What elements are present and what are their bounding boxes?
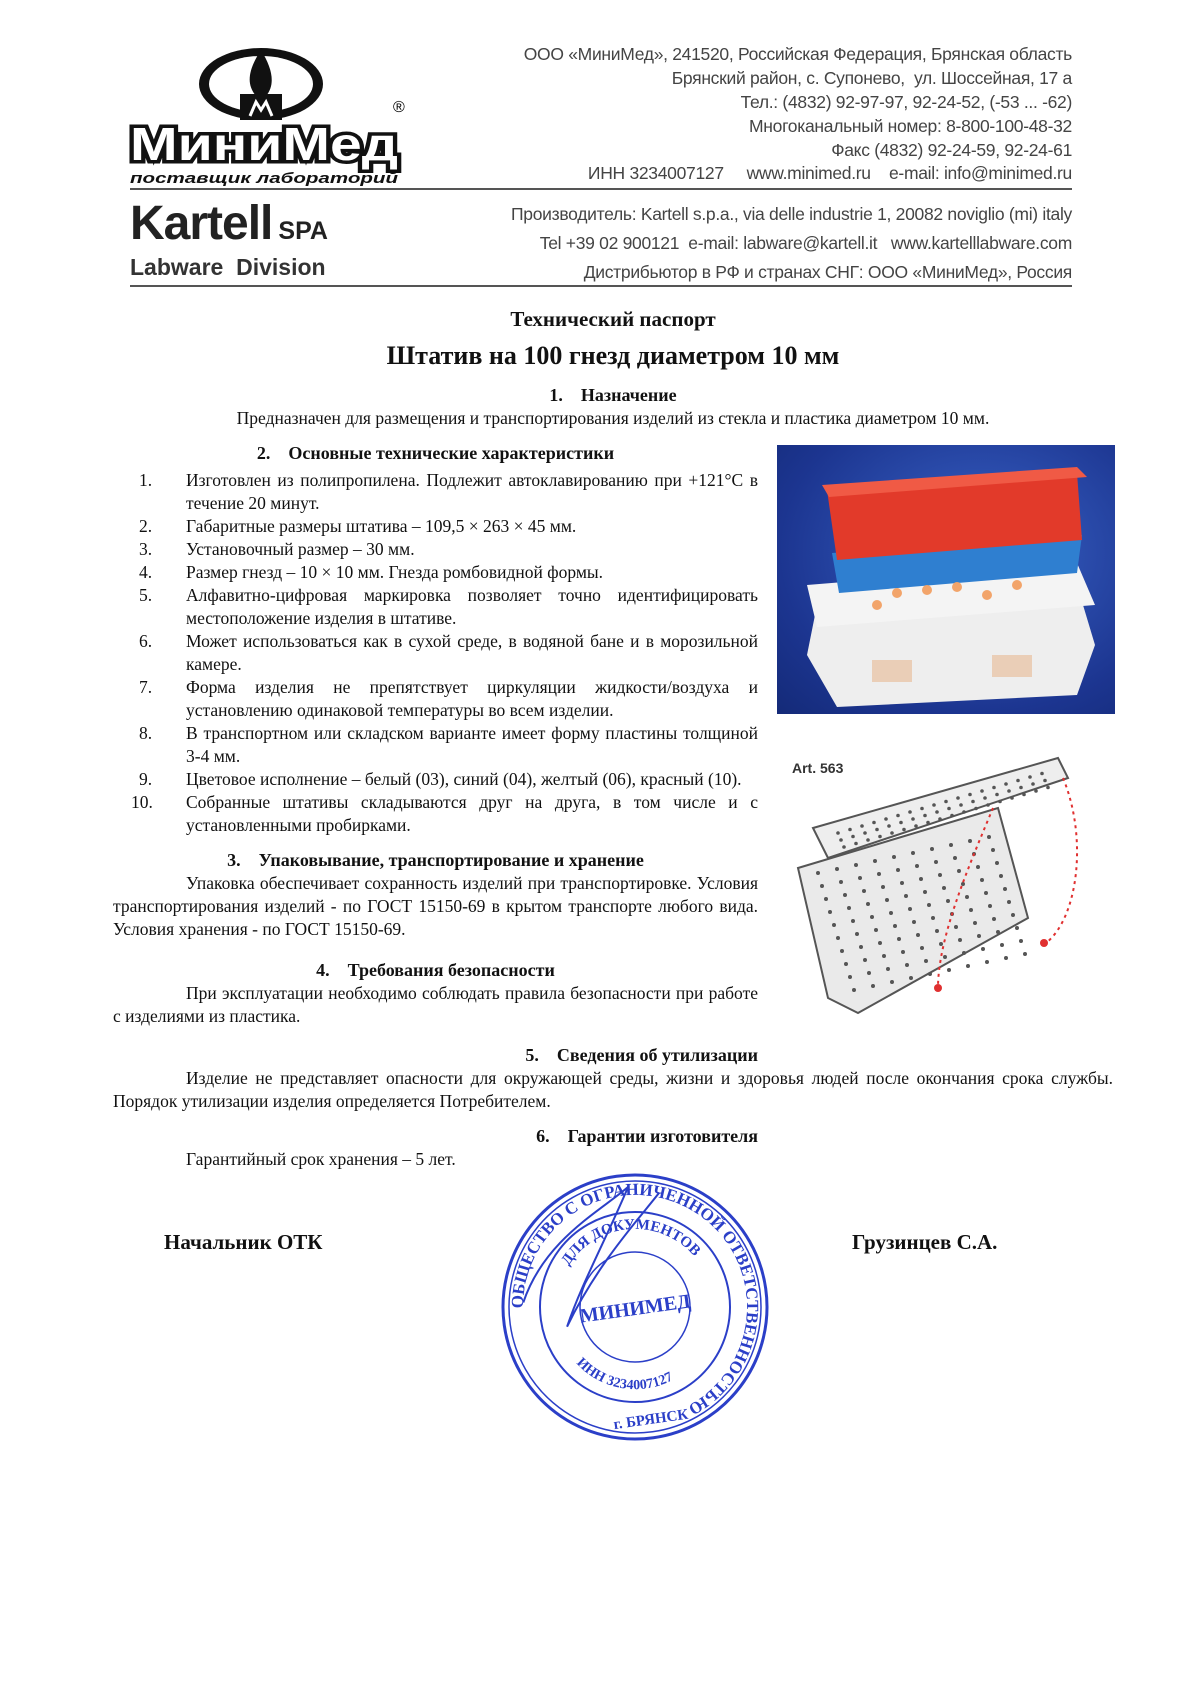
rack-hole [934,860,938,864]
rack-hole [962,951,966,955]
rack-hole [946,899,950,903]
rack-hole [873,859,877,863]
rack-hole [872,821,876,825]
product-photo [777,445,1115,714]
list-item: 8. В транспортном или складском варианте имеет форму пластины толщиной 3-4 мм. [139,723,758,766]
rack-hole [928,972,932,976]
rack-hole [956,796,960,800]
rack-hole [1015,926,1019,930]
rack-hole [920,807,924,811]
rack-hole [983,796,987,800]
rack-hole [896,868,900,872]
rack-hole [926,821,930,825]
rack-hole [985,960,989,964]
kartell-division: Labware Division [130,254,326,280]
rack-hole [1011,913,1015,917]
rack-hole [911,817,915,821]
rack-hole [986,803,990,807]
rack-hole [1004,782,1008,786]
rack-hole [843,893,847,897]
rack-hole [900,881,904,885]
rack-hole [944,800,948,804]
rack-hole [875,828,879,832]
rack-hole [916,933,920,937]
minimed-logo [128,44,428,186]
signatory-name: Грузинцев С.А. [852,1230,998,1254]
rack-hole [1022,793,1026,797]
rack-hole [848,975,852,979]
rack-hole [851,835,855,839]
rack-hole [969,908,973,912]
rack-hole [820,884,824,888]
list-item: 10. Собранные штативы складываются друг на друга, в том числе и с установленными пробирками. [131,792,758,835]
rack-hole [974,807,978,811]
rack-hole [942,886,946,890]
drawing-label: Art. 563 [792,760,844,776]
rack-hole [904,894,908,898]
rack-hole [1028,775,1032,779]
rack-hole [840,949,844,953]
rack-hole [893,924,897,928]
rack-hole [938,817,942,821]
svg-text:МИНИМЕД: МИНИМЕД [578,1290,693,1328]
rack-hole [914,824,918,828]
svg-text:поставщик лабораторий: поставщик лабораторий [130,170,398,186]
rack-hole [828,910,832,914]
rack-hole [878,835,882,839]
page-title: Штатив на 100 гнезд диаметром 10 мм [386,341,840,370]
rack-hole [836,936,840,940]
specs-list [113,469,758,837]
rack-hole [995,793,999,797]
rack-hole [912,920,916,924]
rack-hole [908,907,912,911]
rack-hole [965,895,969,899]
rack-hole [1007,789,1011,793]
left-column [113,442,758,1067]
rack-hole [887,824,891,828]
contact-line: Факс (4832) 92-24-59, 92-24-61 [831,140,1072,160]
rack-hole [966,964,970,968]
rack-hole [896,814,900,818]
rack-hole [847,906,851,910]
rack-hole [858,876,862,880]
rack-hole [862,889,866,893]
contact-line: ИНН 3234007127 www.minimed.ru e-mail: info@minimed.ru [587,163,1072,183]
rack-hole [854,842,858,846]
svg-text:ИНН 3234007127: ИНН 3234007127 [573,1355,676,1394]
rack-hole [971,800,975,804]
rack-hole [987,835,991,839]
rack-hole [992,917,996,921]
section-text: Упаковка обеспечивает сохранность изделий при транспортировке. Условия транспортирования изделий - по ГОСТ 15150-69 в крытом транспорте любого вида. Условия хранения - по ГОСТ 15150-69. [113,873,758,939]
rack-hole [836,831,840,835]
section-text: Гарантийный срок хранения – 5 лет. [186,1149,456,1169]
rack-hole [866,838,870,842]
rack-hole [930,847,934,851]
section-heading: 3. Упаковывание, транспортирование и хранение [227,850,644,870]
company-stamp [495,1167,775,1447]
rack-hole [877,872,881,876]
manufacturer-line: Производитель: Kartell s.p.a., via delle industrie 1, 20082 noviglio (mi) italy [511,204,1072,224]
rack-hole [884,817,888,821]
rack-hole [943,955,947,959]
rack-hole [866,902,870,906]
section-heading: 2. Основные технические характеристики [256,443,615,463]
rack-hole [938,873,942,877]
rack-hole [968,793,972,797]
section-text: При эксплуатации необходимо соблюдать правила безопасности при работе с изделиями из пластика. [113,983,758,1026]
list-item: 6. Может использоваться как в сухой среде, в водяной бане и в морозильной камере. [139,631,758,674]
rack-hole [816,871,820,875]
rack-hole [890,980,894,984]
rack-hole [947,807,951,811]
rack-hole [980,789,984,793]
kartell-logo: Kartell SPA [130,197,328,250]
divider [130,188,1072,190]
rack-hole [859,945,863,949]
rack-hole [939,942,943,946]
rack-hole [998,800,1002,804]
svg-text:®: ® [393,99,405,116]
svg-text:ОБЩЕСТВО С ОГРАНИЧЕННОЙ ОТВЕТС: ОБЩЕСТВО С ОГРАНИЧЕННОЙ ОТВЕТСТВЕННОСТЬЮ [507,1179,763,1419]
rack-hole [832,923,836,927]
rack-hole [923,814,927,818]
rack-hole [839,838,843,842]
rack-hole [1000,943,1004,947]
rack-hole [905,963,909,967]
rack-hole [935,929,939,933]
product-drawing [788,748,1088,1028]
list-item: 3. Установочный размер – 30 мм. [139,539,415,559]
rack-hole [844,962,848,966]
rack-hole [870,915,874,919]
rack-hole [851,919,855,923]
rack-hole [995,861,999,865]
section-heading: 4. Требования безопасности [316,960,555,980]
list-item: 4. Размер гнезд – 10 × 10 мм. Гнезда ромбовидной формы. [139,562,604,582]
rack-hole [962,810,966,814]
list-item: 7. Форма изделия не препятствует циркуляции жидкости/воздуха и установлению одинаковой температуры во всем изделии. [139,677,758,720]
rack-hole [852,988,856,992]
rack-hole [984,891,988,895]
rack-hole [1034,789,1038,793]
rack-hole [932,803,936,807]
rack-hole [901,950,905,954]
rack-hole [835,867,839,871]
svg-text:МиниМед: МиниМед [130,118,398,170]
rack-hole [842,845,846,849]
rack-hole [886,967,890,971]
svg-text:г. БРЯНСК: г. БРЯНСК [612,1406,690,1434]
contact-line: Многоканальный номер: 8-800-100-48-32 [749,116,1072,136]
rack-hole [867,971,871,975]
rack-hole [991,848,995,852]
rack-hole [976,865,980,869]
rack-hole [980,878,984,882]
rack-hole [863,958,867,962]
rack-hole [1046,786,1050,790]
rack-hole [996,930,1000,934]
rack-hole [860,824,864,828]
rack-hole [908,810,912,814]
rack-hole [957,869,961,873]
rack-hole [959,803,963,807]
section-heading: 6. Гарантии изготовителя [536,1126,758,1146]
rack-hole [881,885,885,889]
rack-hole [1031,782,1035,786]
rack-hole [920,946,924,950]
rack-hole [874,928,878,932]
rack-hole [947,968,951,972]
rack-hole [1003,887,1007,891]
rack-hole [1043,779,1047,783]
rack-hole [988,904,992,908]
rack-hole [1010,796,1014,800]
rack-hole [1007,900,1011,904]
rack-hole [902,828,906,832]
rack-hole [958,938,962,942]
rack-hole [909,976,913,980]
contact-line: Тел.: (4832) 92-97-97, 92-24-52, (-53 ... -62) [740,92,1072,112]
rack-hole [863,831,867,835]
signatory-position: Начальник ОТК [164,1230,323,1254]
rack-hole [878,941,882,945]
divider [130,285,1072,287]
section-heading: 5. Сведения об утилизации [525,1045,758,1065]
rack-hole [848,828,852,832]
rack-hole [1004,956,1008,960]
rack-hole [924,959,928,963]
rack-hole [882,954,886,958]
rack-hole [885,898,889,902]
list-item: 5. Алфавитно-цифровая маркировка позволяет точно идентифицировать местоположение изделия в штативе. [139,585,758,628]
rack-hole [992,786,996,790]
contact-line: Брянский район, с. Супонево, ул. Шоссейная, 17 а [671,68,1072,88]
rack-hole [954,925,958,929]
rack-hole [999,874,1003,878]
rack-hole [953,856,957,860]
rack-hole [1040,772,1044,776]
svg-text:ДЛЯ ДОКУМЕНТОВ: ДЛЯ ДОКУМЕНТОВ [558,1216,704,1269]
contact-line: ООО «МиниМед», 241520, Российская Федерация, Брянская область [523,44,1072,64]
section-text: Изделие не представляет опасности для окружающей среды, жизни и здоровья людей после окончания срока службы. Порядок утилизации изделия определяется Потребителем. [113,1068,1113,1111]
document-kind: Технический паспорт [510,307,716,331]
rack-hole [949,843,953,847]
rack-hole [897,937,901,941]
distributor-line: Дистрибьютор в РФ и странах СНГ: ООО «МиниМед», Россия [583,262,1072,282]
rack-hole [889,911,893,915]
rack-hole [950,814,954,818]
list-item: 1. Изготовлен из полипропилена. Подлежит автоклавированию при +121°С в течение 20 минут. [139,470,758,513]
rack-hole [899,821,903,825]
rack-hole [871,984,875,988]
signature-row [113,1179,1113,1434]
rack-hole [824,897,828,901]
rack-hole [981,947,985,951]
list-item: 2. Габаритные размеры штатива – 109,5 × 263 × 45 мм. [139,516,577,536]
rack-hole [931,916,935,920]
rack-hole [1016,779,1020,783]
rack-hole [839,880,843,884]
rack-hole [935,810,939,814]
rack-hole [973,921,977,925]
rack-hole [1019,786,1023,790]
rack-hole [968,839,972,843]
rack-hole [1023,952,1027,956]
rack-hole [915,864,919,868]
rack-hole [892,855,896,859]
rack-hole [927,903,931,907]
rack-hole [890,831,894,835]
list-item: 9. Цветовое исполнение – белый (03), синий (04), желтый (06), красный (10). [139,769,742,789]
rack-hole [855,932,859,936]
rack-hole [961,882,965,886]
manufacturer-line: Tel +39 02 900121 e-mail: labware@kartell.it www.kartelllabware.com [539,233,1072,253]
section-text: Предназначен для размещения и транспортирования изделий из стекла и пластика диаметром 10 мм. [236,408,990,428]
rack-hole [977,934,981,938]
section-heading: 1. Назначение [549,385,677,405]
rack-hole [911,851,915,855]
rack-hole [854,863,858,867]
rack-hole [919,877,923,881]
rack-hole [1019,939,1023,943]
rack-hole [923,890,927,894]
